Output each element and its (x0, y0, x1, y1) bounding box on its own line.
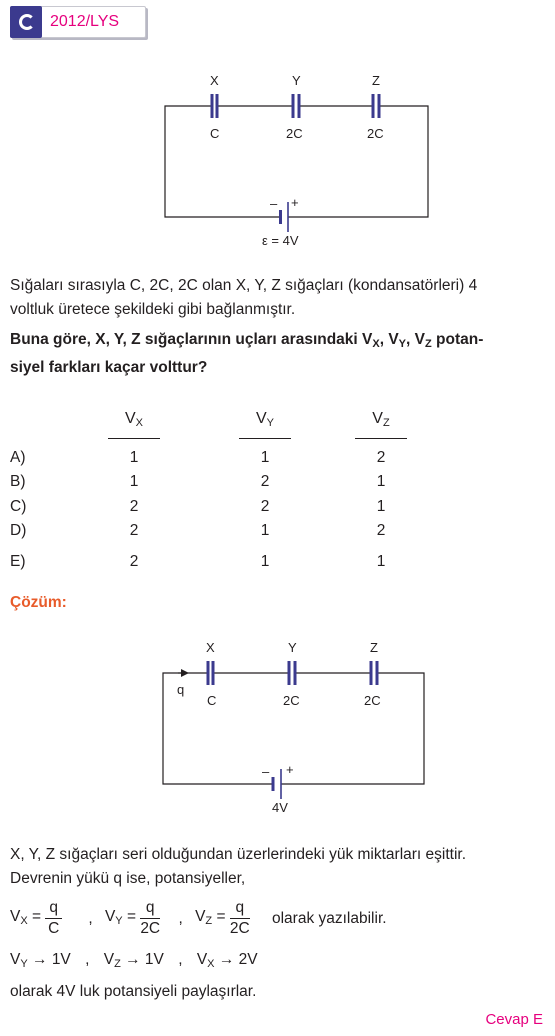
equation-row (10, 898, 550, 946)
question-line-2: voltluk üretece şekildeki gibi bağlanmıştır. (10, 301, 296, 318)
solution-line-2: Devrenin yükü q ise, potansiyeller, (10, 870, 246, 887)
eq-comma-2: , (178, 909, 183, 927)
option-value-vz: 1 (376, 473, 386, 490)
sol-cap-x-name: X (206, 640, 215, 655)
eq-vz-fraction: $\frac{q}{2C}$ (229, 899, 250, 937)
sol-battery-minus-sign: – (262, 764, 270, 779)
option-label: A) (10, 449, 26, 466)
option-value-vx: 2 (129, 522, 139, 539)
option-value-vy: 2 (260, 473, 270, 490)
eq-vy-fraction: $\frac{q}{2C}$ (140, 899, 161, 937)
sol-cap-x-value: C (207, 693, 217, 708)
result-vx: $V_X \to 2V$ (196, 951, 258, 970)
battery-minus-sign: – (270, 196, 278, 211)
prompt-line-1: Buna göre, X, Y, Z sığaçlarının uçları arasındaki $V_X$, $V_Y$, $V_Z$ potan- (10, 331, 484, 350)
col-rule-vz (355, 438, 407, 439)
battery-plus-sign: + (291, 195, 299, 210)
solution-line-1: X, Y, Z sığaçları seri olduğundan üzerlerindeki yük miktarları eşittir. (10, 846, 467, 863)
option-value-vx: 1 (129, 449, 139, 466)
option-row-a[interactable] (0, 449, 555, 471)
result-comma-1: , (85, 951, 90, 968)
option-value-vx: 2 (129, 498, 139, 515)
sol-battery-plus-sign: + (286, 762, 294, 777)
option-value-vx: 2 (129, 553, 139, 570)
badge-ring-icon (10, 6, 42, 38)
col-header-vx: $V_X$ (124, 410, 143, 429)
charge-arrow (178, 669, 189, 677)
cap-z-name: Z (372, 73, 380, 88)
conclusion-text: olarak 4V luk potansiyeli paylaşırlar. (10, 983, 257, 1000)
option-value-vy: 2 (260, 498, 270, 515)
option-label: C) (10, 498, 27, 515)
charge-label: q (177, 682, 185, 697)
cap-z-value: 2C (367, 126, 384, 141)
option-value-vz: 2 (376, 522, 386, 539)
option-value-vy: 1 (260, 449, 270, 466)
option-value-vz: 1 (376, 498, 386, 515)
circuit-diagram-top (0, 60, 555, 260)
question-line-1: Sığaları sırasıyla C, 2C, 2C olan X, Y, Z sığaçları (kondansatörleri) 4 (10, 277, 478, 294)
cap-y-name: Y (292, 73, 301, 88)
option-value-vx: 1 (129, 473, 139, 490)
solution-heading: Çözüm: (10, 594, 67, 611)
results-row (10, 948, 550, 976)
col-header-vz: $V_Z$ (372, 410, 390, 429)
eq-comma-1: , (88, 909, 93, 927)
eq-vy: $V_Y$ = (104, 907, 136, 927)
eq-vx-fraction: $\frac{q}{C}$ (45, 898, 62, 939)
option-row-d[interactable] (0, 522, 555, 544)
sol-cap-y-value: 2C (283, 693, 300, 708)
option-row-b[interactable] (0, 473, 555, 495)
result-vy: $V_Y \to 1V$ (10, 951, 71, 970)
circuit-diagram-solution (0, 630, 555, 800)
result-comma-2: , (178, 951, 183, 968)
col-rule-vy (239, 438, 291, 439)
emf-label: ε = 4V (262, 233, 299, 248)
battery-top (281, 202, 289, 232)
cap-x-name: X (210, 73, 219, 88)
col-rule-vx (108, 438, 160, 439)
sol-cap-y-name: Y (288, 640, 297, 655)
col-header-vy: $V_Y$ (255, 410, 274, 429)
option-label: E) (10, 553, 26, 570)
option-row-e[interactable] (0, 553, 555, 575)
sol-cap-z-value: 2C (364, 693, 381, 708)
option-value-vz: 2 (376, 449, 386, 466)
option-value-vy: 1 (260, 522, 270, 539)
eq-vz: $V_Z$ = (195, 907, 226, 927)
solution-paragraph (10, 843, 550, 891)
question-prompt (10, 328, 550, 380)
result-vz: $V_Z \to 1V$ (103, 951, 164, 970)
battery-solution (273, 769, 281, 799)
question-text (10, 274, 550, 322)
eq-vx: $V_X$ = (10, 907, 42, 927)
sol-emf-label: 4V (272, 800, 288, 815)
sol-cap-z-name: Z (370, 640, 378, 655)
option-row-c[interactable] (0, 498, 555, 520)
badge-label: 2012/LYS (50, 13, 120, 30)
option-label: D) (10, 522, 27, 539)
prompt-line-2: siyel farkları kaçar volttur? (10, 359, 208, 376)
year-badge (10, 6, 148, 38)
eq-tail-text: olarak yazılabilir. (271, 909, 387, 927)
option-value-vy: 1 (260, 553, 270, 570)
cap-y-value: 2C (286, 126, 303, 141)
answer-label: Cevap E (485, 1011, 543, 1028)
option-label: B) (10, 473, 26, 490)
option-value-vz: 1 (376, 553, 386, 570)
cap-x-value: C (210, 126, 220, 141)
